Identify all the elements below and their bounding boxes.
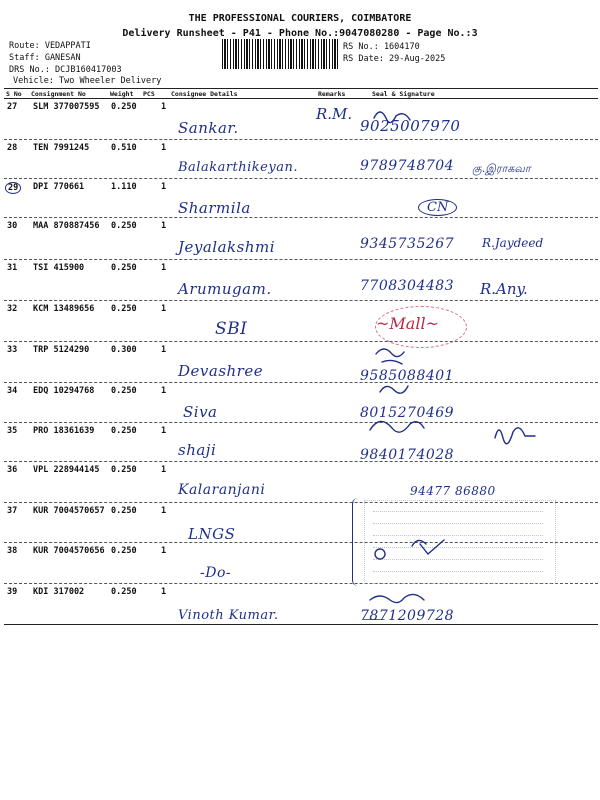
consignee-phone: 7708304483 <box>360 278 455 294</box>
staff-label: Staff: GANESAN <box>9 53 81 63</box>
consignee-name: Sankar. <box>178 119 239 137</box>
weight: 0.250 <box>111 102 137 112</box>
company-title: THE PROFESSIONAL COURIERS, COIMBATORE <box>188 13 412 24</box>
pcs: 1 <box>161 465 167 475</box>
signature: R.Any. <box>480 280 528 298</box>
pcs: 1 <box>161 182 167 192</box>
drs-number: DRS No.: DCJB160417003 <box>9 65 122 75</box>
sno: 32 <box>7 304 18 314</box>
consignee-name: -Do- <box>200 565 232 581</box>
pcs: 1 <box>161 102 167 112</box>
rs-date: RS Date: 29-Aug-2025 <box>343 54 446 64</box>
sno: 37 <box>7 506 18 516</box>
sno: 30 <box>7 221 18 231</box>
col-consignment: Consignment No <box>31 90 86 98</box>
weight: 0.250 <box>111 587 137 597</box>
weight: 0.250 <box>111 506 137 516</box>
col-consignee: Consignee Details <box>171 90 238 98</box>
weight: 0.250 <box>111 386 137 396</box>
consignee-name: SBI <box>215 319 248 339</box>
consignee-phone: 8015270469 <box>360 405 455 421</box>
runsheet-subtitle: Delivery Runsheet - P41 - Phone No.:9047080280 - Page No.:3 <box>122 28 478 39</box>
consignment-no: EDQ 10294768 <box>33 386 95 396</box>
weight: 0.250 <box>111 304 137 314</box>
pcs: 1 <box>161 426 167 436</box>
remark: R.M. <box>316 105 353 123</box>
pcs: 1 <box>161 546 167 556</box>
pcs: 1 <box>161 587 167 597</box>
pcs: 1 <box>161 506 167 516</box>
consignee-name: Arumugam. <box>178 280 272 298</box>
weight: 1.110 <box>111 182 137 192</box>
consignee-name: Jeyalakshmi <box>178 238 276 256</box>
sno: 29 <box>5 182 21 194</box>
sno: 31 <box>7 263 18 273</box>
sno: 36 <box>7 465 18 475</box>
weight: 0.510 <box>111 143 137 153</box>
signature: R.Jaydeed <box>482 236 544 250</box>
consignment-no: VPL 228944145 <box>33 465 100 475</box>
consignment-no: TEN 7991245 <box>33 143 90 153</box>
consignee-phone: 9840174028 <box>360 447 455 463</box>
pcs: 1 <box>161 304 167 314</box>
consignment-no: TSI 415900 <box>33 263 85 273</box>
consignee-name: Vinoth Kumar. <box>178 608 279 623</box>
consignment-no: KDI 317002 <box>33 587 85 597</box>
col-pcs: PCS <box>143 90 155 98</box>
weight: 0.250 <box>111 263 137 273</box>
consignee-name: shaji <box>178 441 217 459</box>
consignee-phone: 9025007970 <box>360 117 461 135</box>
consignee-name: Balakarthikeyan. <box>178 160 298 175</box>
consignee-name: Sharmila <box>178 199 251 217</box>
signature: கு.இராகவா <box>472 162 531 175</box>
weight: 0.250 <box>111 465 137 475</box>
consignment-no: KUR 7004570656 <box>33 546 105 556</box>
red-signature-icon: ~Mall~ <box>376 314 439 333</box>
col-weight: Weight <box>110 90 134 98</box>
consignee-phone: 94477 86880 <box>410 484 496 498</box>
consignee-phone: 7871209728 <box>360 608 455 624</box>
sno: 28 <box>7 143 18 153</box>
consignment-no: SLM 377007595 <box>33 102 100 112</box>
weight: 0.250 <box>111 426 137 436</box>
pcs: 1 <box>161 221 167 231</box>
consignee-name: Siva <box>183 403 218 421</box>
weight: 0.250 <box>111 546 137 556</box>
consignee-phone: 9345735267 <box>360 236 455 252</box>
consignment-no: MAA 870887456 <box>33 221 100 231</box>
signature: CN <box>418 199 457 216</box>
sno: 33 <box>7 345 18 355</box>
col-seal: Seal & Signature <box>372 90 435 98</box>
consignee-phone: 9585088401 <box>360 368 455 384</box>
rs-number: RS No.: 1604170 <box>343 42 420 52</box>
consignment-no: PRO 18361639 <box>33 426 95 436</box>
consignee-phone: 9789748704 <box>360 158 455 174</box>
consignee-name: Devashree <box>178 362 264 380</box>
sno: 27 <box>7 102 18 112</box>
table-bottom-rule <box>4 624 598 625</box>
pcs: 1 <box>161 345 167 355</box>
col-remarks: Remarks <box>318 90 346 98</box>
sno: 39 <box>7 587 18 597</box>
consignee-name: LNGS <box>188 525 236 543</box>
sno: 38 <box>7 546 18 556</box>
pcs: 1 <box>161 263 167 273</box>
handwritten-signatures-icon <box>360 100 600 620</box>
weight: 0.300 <box>111 345 137 355</box>
consignment-no: TRP 5124290 <box>33 345 90 355</box>
route-label: Route: VEDAPPATI <box>9 41 91 51</box>
vehicle-label: Vehicle: Two Wheeler Delivery <box>13 76 162 86</box>
header-top-rule <box>4 88 598 89</box>
consignment-no: KCM 13489656 <box>33 304 95 314</box>
pcs: 1 <box>161 143 167 153</box>
consignment-no: DPI 770661 <box>33 182 85 192</box>
weight: 0.250 <box>111 221 137 231</box>
col-sno: S No <box>6 90 22 98</box>
consignment-no: KUR 7004570657 <box>33 506 105 516</box>
sno: 35 <box>7 426 18 436</box>
consignee-name: Kalaranjani <box>178 482 266 498</box>
pcs: 1 <box>161 386 167 396</box>
barcode-image <box>222 39 340 69</box>
sno: 34 <box>7 386 18 396</box>
